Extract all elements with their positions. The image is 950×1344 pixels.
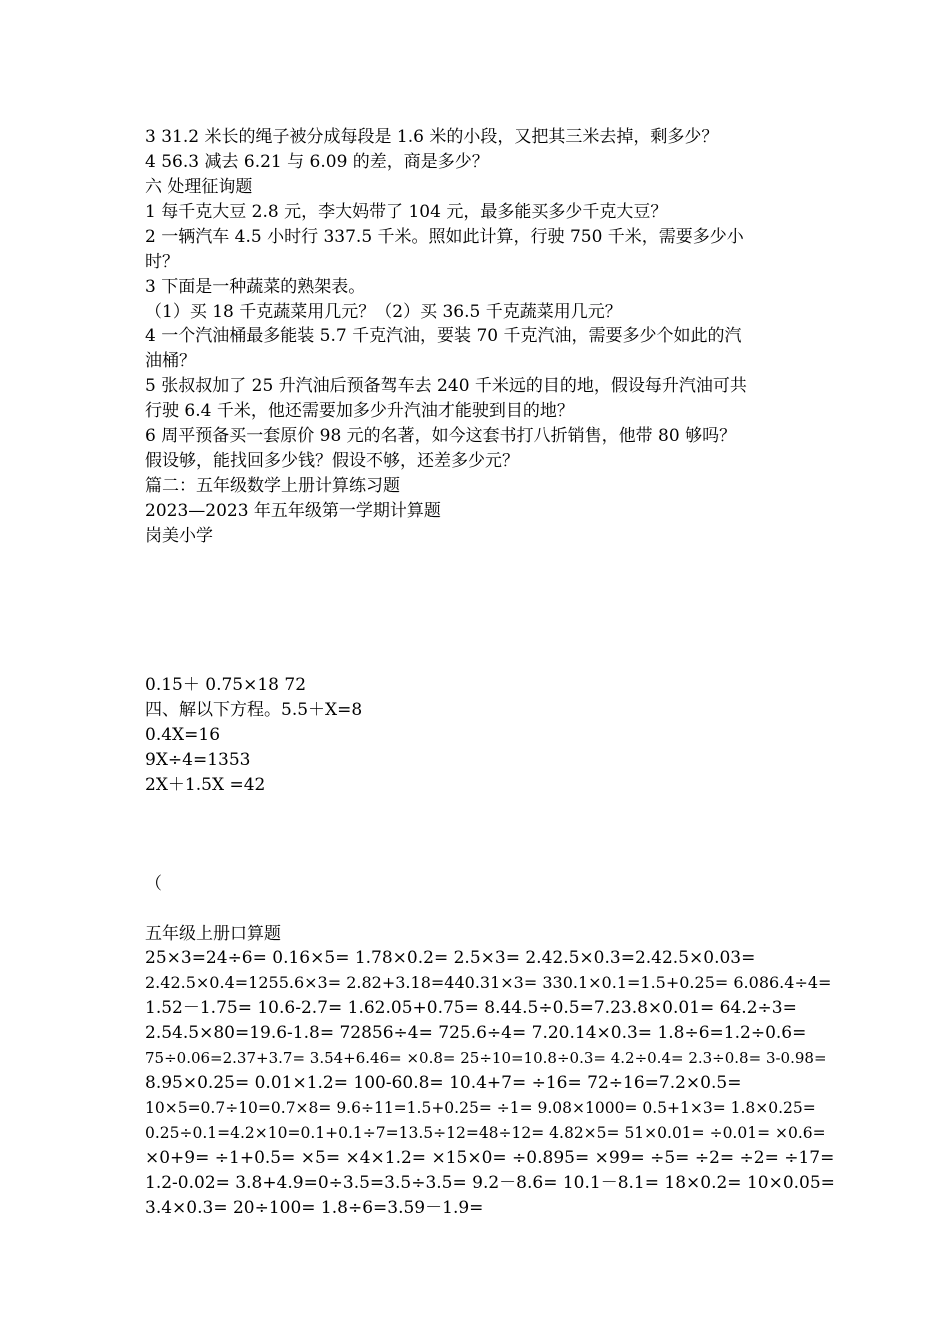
text-line: 3 31.2 米长的绳子被分成每段是 1.6 米的小段，又把其三米去掉，剩多少？: [145, 127, 719, 147]
exercise-line: 1.52－1.75= 10.6-2.7= 1.62.05+0.75= 8.44.5÷0.5=7.23.8×0.01= 64.2÷3=: [145, 998, 797, 1018]
text-line: 1 每千克大豆 2.8 元，李大妈带了 104 元，最多能买多少千克大豆？: [145, 202, 668, 222]
text-line: （1）买 18 千克蔬菜用几元？（2）买 36.5 千克蔬菜用几元？: [145, 302, 622, 322]
text-line: 2 一辆汽车 4.5 小时行 337.5 千米。照如此计算，行驶 750 千米，需要多少小: [145, 227, 744, 247]
text-line: 假设够，能找回多少钱？假设不够，还差多少元？: [145, 451, 519, 471]
text-line: 0.15＋ 0.75×18 72: [145, 675, 307, 695]
equation-line: 2X＋1.5X =42: [145, 775, 266, 795]
exercise-line: 75÷0.06=2.37+3.7= 3.54+6.46= ×0.8= 25÷10=10.8÷0.3= 4.2÷0.4= 2.3÷0.8= 3-0.98=: [145, 1049, 827, 1067]
exercise-line: 1.2-0.02= 3.8+4.9=0÷3.5=3.5÷3.5= 9.2－8.6= 10.1－8.1= 18×0.2= 10×0.05=: [145, 1173, 835, 1193]
text-line: 岗美小学: [145, 526, 213, 546]
exercise-line: 3.4×0.3= 20÷100= 1.8÷6=3.59－1.9=: [145, 1198, 484, 1218]
exercise-line: 25×3=24÷6= 0.16×5= 1.78×0.2= 2.5×3= 2.42.5×0.3=2.42.5×0.03=: [145, 948, 756, 968]
text-line: 5 张叔叔加了 25 升汽油后预备驾车去 240 千米远的目的地，假设每升汽油可共: [145, 376, 747, 396]
equation-line: 0.4X=16: [145, 725, 221, 745]
section-heading: 六 处理征询题: [145, 177, 253, 197]
text-line: 4 56.3 减去 6.21 与 6.09 的差，商是多少？: [145, 152, 489, 172]
equation-line: 9X÷4=1353: [145, 750, 251, 770]
text-line: 油桶？: [145, 351, 196, 371]
text-line: 4 一个汽油桶最多能装 5.7 千克汽油，要装 70 千克汽油，需要多少个如此的汽: [145, 326, 742, 346]
text-line: （: [145, 874, 162, 894]
section-heading: 篇二：五年级数学上册计算练习题: [145, 476, 400, 496]
section-heading: 四、解以下方程。5.5＋X=8: [145, 700, 363, 720]
exercise-line: 2.54.5×80=19.6-1.8= 72856÷4= 725.6÷4= 7.20.14×0.3= 1.8÷6=1.2÷0.6=: [145, 1023, 807, 1043]
exercise-line: ×0+9= ÷1+0.5= ×5= ×4×1.2= ×15×0= ÷0.895= ×99= ÷5= ÷2= ÷2= ÷17=: [145, 1148, 835, 1168]
text-line: 时？: [145, 252, 179, 272]
exercise-line: 2.42.5×0.4=1255.6×3= 2.82+3.18=440.31×3= 330.1×0.1=1.5+0.25= 6.086.4÷4=: [145, 973, 832, 992]
text-line: 6 周平预备买一套原价 98 元的名著，如今这套书打八折销售，他带 80 够吗？: [145, 426, 737, 446]
text-line: 3 下面是一种蔬菜的熟架表。: [145, 277, 366, 297]
text-line: 2023—2023 年五年级第一学期计算题: [145, 501, 441, 521]
exercise-line: 10×5=0.7÷10=0.7×8= 9.6÷11=1.5+0.25= ÷1= 9.08×1000= 0.5+1×3= 1.8×0.25=: [145, 1099, 816, 1117]
exercise-line: 0.25÷0.1=4.2×10=0.1+0.1÷7=13.5÷12=48÷12= 4.82×5= 51×0.01= ÷0.01= ×0.6=: [145, 1124, 826, 1142]
section-heading: 五年级上册口算题: [145, 924, 281, 944]
exercise-line: 8.95×0.25= 0.01×1.2= 100-60.8= 10.4+7= ÷16= 72÷16=7.2×0.5=: [145, 1073, 742, 1093]
text-line: 行驶 6.4 千米，他还需要加多少升汽油才能驶到目的地？: [145, 401, 574, 421]
